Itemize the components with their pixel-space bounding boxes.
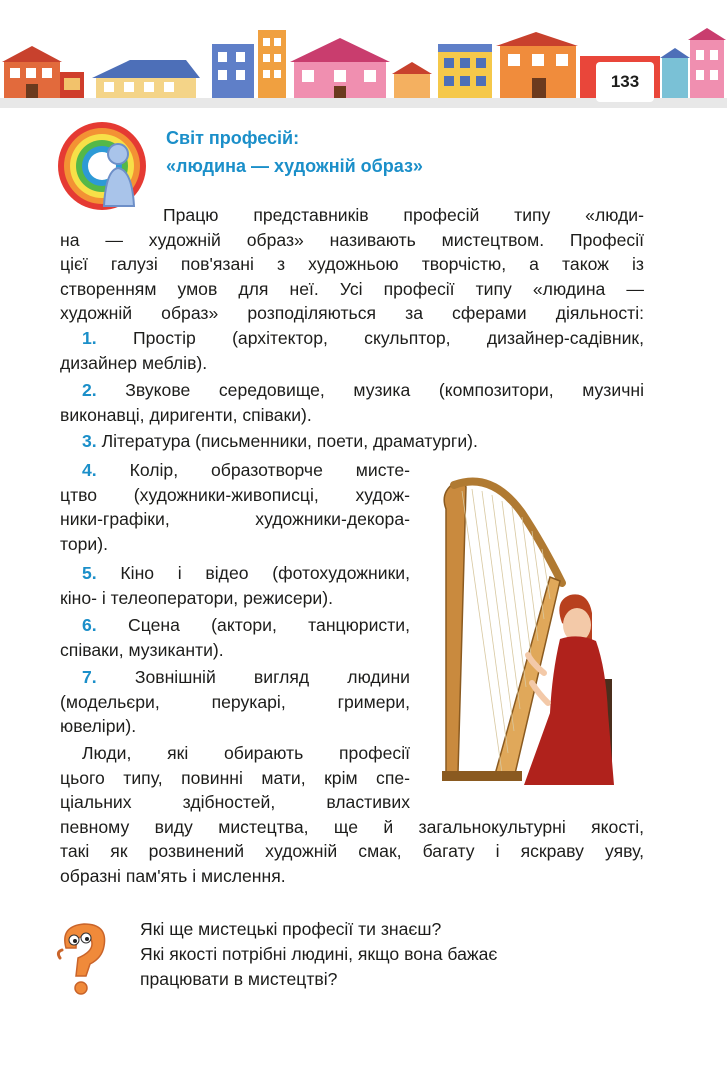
item-text: виконавці, диригенти, співаки).: [60, 404, 312, 425]
page-number: 133: [596, 62, 654, 102]
item-text: цтво (художники-живописці, худож-: [60, 484, 410, 505]
list-item-continuation: [60, 586, 333, 611]
rainbow-person-icon: [56, 120, 148, 212]
item-number: 5.: [82, 563, 97, 583]
item-number: 2.: [82, 380, 97, 400]
list-item-continuation: [60, 638, 224, 663]
item-text: (модельєри, перукарі, гримери,: [60, 691, 410, 712]
item-number: 6.: [82, 615, 97, 635]
harpist-photo: [432, 473, 632, 788]
item-text: Кіно і відео (фотохудожники,: [120, 563, 411, 583]
heading-line-1: Світ професій:: [166, 128, 300, 148]
list-item: [82, 378, 644, 403]
list-item: [82, 458, 410, 483]
item-text: Література (письменники, поети, драматурги).: [101, 431, 478, 451]
intro-line: створенням умов для неї. Усі професії типу «людина —: [60, 278, 644, 299]
item-text: Зовнішній вигляд людини: [134, 667, 411, 687]
list-item-continuation: [60, 532, 108, 557]
intro-line: Працю представників професій типу «люди-: [163, 205, 644, 225]
item-text: тори).: [60, 533, 109, 554]
item-text: співаки, музиканти).: [60, 639, 224, 660]
questions-block: [140, 917, 497, 991]
list-item-continuation: [60, 690, 410, 715]
closing-line: Люди, які обирають професії: [82, 743, 410, 763]
list-item: [82, 429, 478, 454]
intro-first-line: [163, 203, 644, 228]
list-item-continuation: [60, 403, 312, 428]
list-item-continuation: [60, 483, 410, 532]
question-line: працювати в мистецтві?: [140, 968, 338, 989]
item-number: 3.: [82, 431, 97, 451]
list-item: [82, 665, 410, 690]
list-item: [82, 326, 644, 351]
closing-paragraph-narrow: [60, 766, 410, 815]
list-item-continuation: [60, 351, 207, 376]
heading-line-2: «людина — художній образ»: [166, 156, 423, 176]
section-heading: [166, 124, 423, 180]
question-mascot-icon: [52, 918, 116, 996]
intro-line: цієї галузі пов'язані з художньою творчістю, а також із: [60, 254, 644, 275]
list-item: [82, 613, 410, 638]
item-number: 1.: [82, 328, 97, 348]
closing-line: певному виду мистецтва, ще й загальнокультурні якості,: [60, 816, 644, 837]
item-text: дизайнер меблів).: [60, 352, 208, 373]
intro-paragraph: [60, 228, 644, 326]
item-number: 7.: [82, 667, 97, 687]
closing-line: цього типу, повинні мати, крім спе-: [60, 767, 410, 788]
closing-line: такі як розвинений художній смак, багату і яскраву уяву,: [60, 841, 644, 862]
intro-line: на — художній образ» називають мистецтвом. Професії: [60, 229, 644, 250]
intro-line: художній образ» розподіляються за сферами діяльності:: [60, 303, 644, 324]
item-text: Колір, образотворче мисте-: [129, 460, 410, 480]
item-text: ники-графіки, художники-декора-: [60, 509, 410, 530]
closing-first-line: [82, 741, 410, 766]
closing-last-line: [60, 864, 286, 889]
item-text: ювеліри).: [60, 716, 137, 737]
item-text: Простір (архітектор, скульптор, дизайнер-садівник,: [133, 328, 644, 348]
item-number: 4.: [82, 460, 97, 480]
item-text: Сцена (актори, танцюристи,: [128, 615, 410, 635]
item-text: кіно- і телеоператори, режисери).: [60, 587, 333, 608]
item-text: Звукове середовище, музика (композитори, музичні: [125, 380, 644, 400]
question-line: Які якості потрібні людині, якщо вона бажає: [140, 943, 498, 964]
list-item: [82, 561, 410, 586]
closing-line: образні пам'ять і мислення.: [60, 866, 286, 886]
question-line: Які ще мистецькі професії ти знаєш?: [140, 919, 442, 939]
closing-line: ціальних здібностей, властивих: [60, 792, 410, 813]
list-item-continuation: [60, 714, 136, 739]
closing-paragraph-wide: [60, 815, 644, 864]
